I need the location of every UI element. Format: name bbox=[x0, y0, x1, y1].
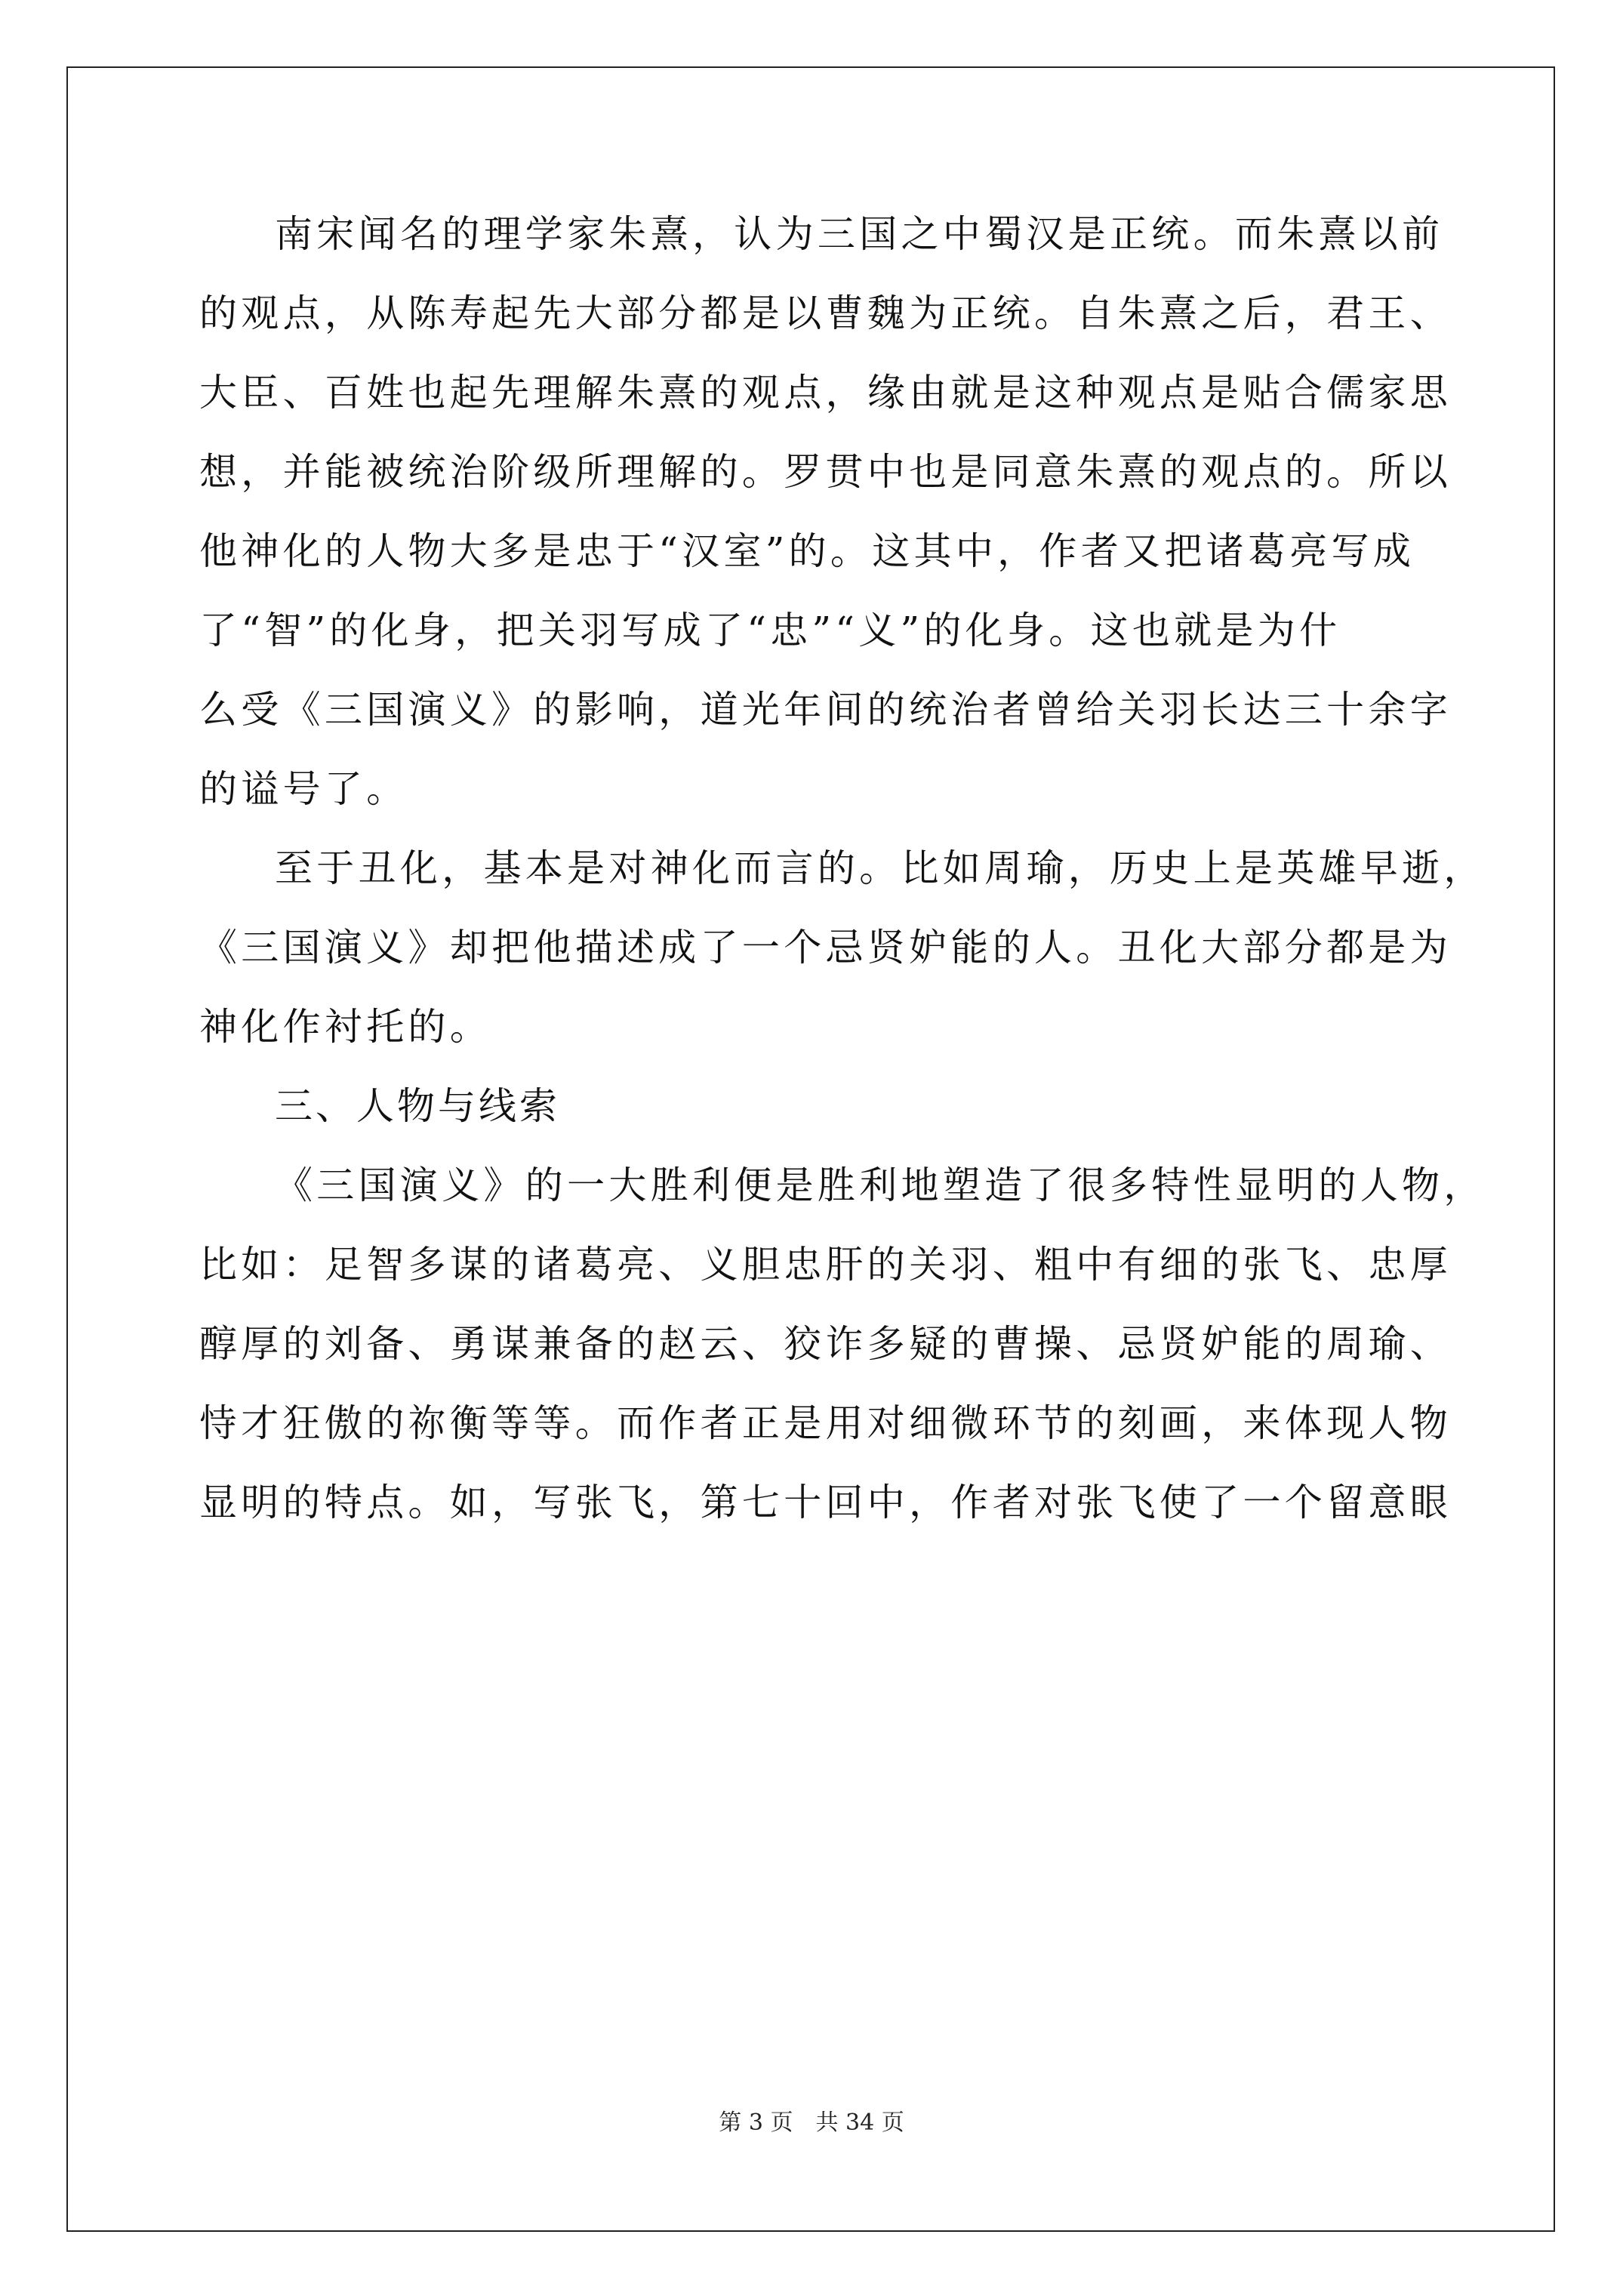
text-line: 他神化的人物大多是忠于“汉室”的。这其中，作者又把诸葛亮写成 bbox=[199, 529, 1415, 573]
text-line: 想，并能被统治阶级所理解的。罗贯中也是同意朱熹的观点的。所以 bbox=[199, 450, 1452, 494]
text-line: 《三国演义》的一大胜利便是胜利地塑造了很多特性显明的人物， bbox=[275, 1163, 1486, 1207]
text-line: 的谥号了。 bbox=[199, 767, 408, 811]
text-line: 恃才狂傲的祢衡等等。而作者正是用对细微环节的刻画，来体现人物 bbox=[199, 1401, 1452, 1445]
text-line: 南宋闻名的理学家朱熹，认为三国之中蜀汉是正统。而朱熹以前 bbox=[275, 212, 1444, 256]
text-line: 了“智”的化身，把关羽写成了“忠”“义”的化身。这也就是为什 bbox=[199, 609, 1341, 652]
text-line: 《三国演义》却把他描述成了一个忌贤妒能的人。丑化大部分都是为 bbox=[199, 926, 1452, 969]
text-line: 醇厚的刘备、勇谋兼备的赵云、狡诈多疑的曹操、忌贤妒能的周瑜、 bbox=[199, 1322, 1452, 1366]
document-body bbox=[199, 211, 1486, 1559]
page-number-footer: 第 3 页 共 34 页 bbox=[719, 2110, 904, 2136]
section-heading: 三、人物与线索 bbox=[275, 1084, 560, 1128]
text-line: 比如：足智多谋的诸葛亮、义胆忠肝的关羽、粗中有细的张飞、忠厚 bbox=[199, 1243, 1452, 1287]
text-line: 至于丑化，基本是对神化而言的。比如周瑜，历史上是英雄早逝， bbox=[275, 846, 1486, 890]
text-line: 神化作衬托的。 bbox=[199, 1005, 492, 1049]
text-line: 么受《三国演义》的影响，道光年间的统治者曾给关羽长达三十余字 bbox=[199, 688, 1452, 732]
text-line: 大臣、百姓也起先理解朱熹的观点，缘由就是这种观点是贴合儒家思 bbox=[199, 371, 1452, 415]
text-line: 的观点，从陈寿起先大部分都是以曹魏为正统。自朱熹之后，君王、 bbox=[199, 291, 1452, 335]
text-line: 显明的特点。如，写张飞，第七十回中，作者对张飞使了一个留意眼 bbox=[199, 1481, 1452, 1524]
